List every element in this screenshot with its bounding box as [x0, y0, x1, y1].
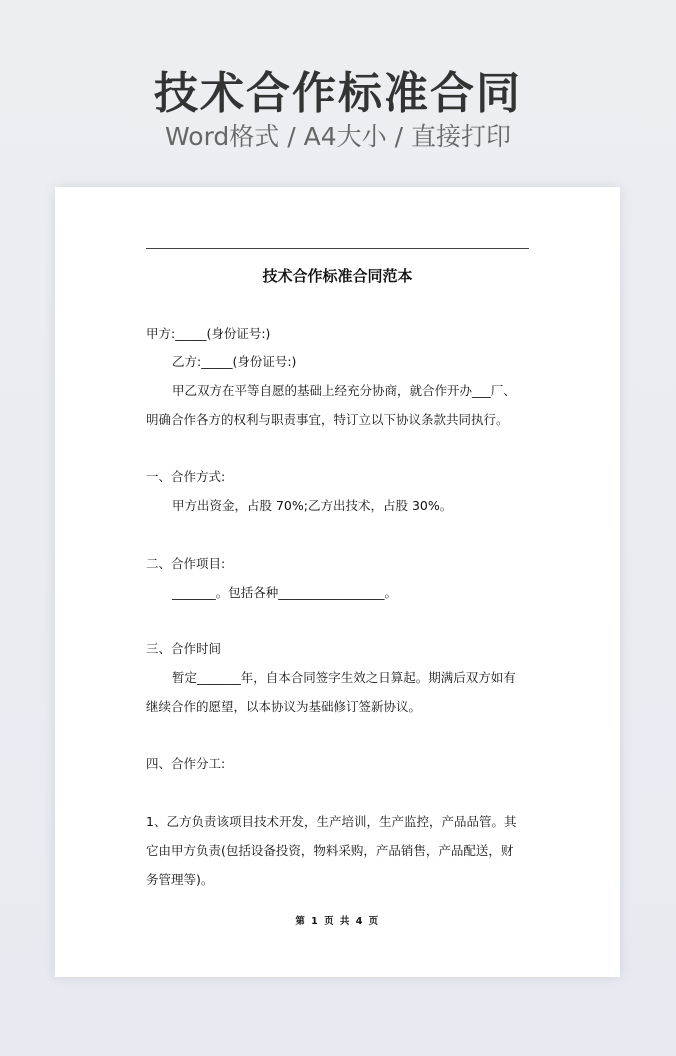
document-title: 技术合作标准合同范本: [262, 267, 413, 285]
section-body-4a: 1、乙方负责该项目技术开发，生产培训，生产监控，产品品管。其: [146, 814, 517, 829]
section-body-4b: 它由甲方负责(包括设备投资，物料采购，产品销售，产品配送，财: [146, 843, 514, 858]
section-body-4c: 务管理等)。: [146, 872, 214, 887]
section-heading-3: 三、合作时间: [146, 641, 222, 656]
section-heading-4: 四、合作分工:: [146, 756, 226, 771]
party-a-line: 甲方:_____(身份证号:): [146, 326, 271, 341]
section-heading-2: 二、合作项目:: [146, 556, 226, 571]
document-page: [55, 187, 620, 977]
intro-line-1: 甲乙双方在平等自愿的基础上经充分协商，就合作开办___厂、: [172, 383, 516, 398]
section-heading-1: 一、合作方式:: [146, 469, 226, 484]
section-body-1: 甲方出资金，占股 70%;乙方出技术，占股 30%。: [172, 498, 453, 513]
hero-subtitle: Word格式 / A4大小 / 直接打印: [165, 122, 511, 151]
party-b-line: 乙方:_____(身份证号:): [172, 354, 297, 369]
section-body-2: _______。包括各种_________________。: [172, 585, 398, 600]
section-body-3a: 暂定_______年，自本合同签字生效之日算起。期满后双方如有: [172, 670, 516, 685]
header-rule: [146, 248, 529, 249]
page-number: 第 1 页 共 4 页: [295, 916, 380, 927]
hero-title: 技术合作标准合同: [154, 68, 522, 119]
section-body-3b: 继续合作的愿望，以本协议为基础修订签新协议。: [146, 699, 422, 714]
intro-line-2: 明确合作各方的权利与职责事宜，特订立以下协议条款共同执行。: [146, 412, 509, 427]
